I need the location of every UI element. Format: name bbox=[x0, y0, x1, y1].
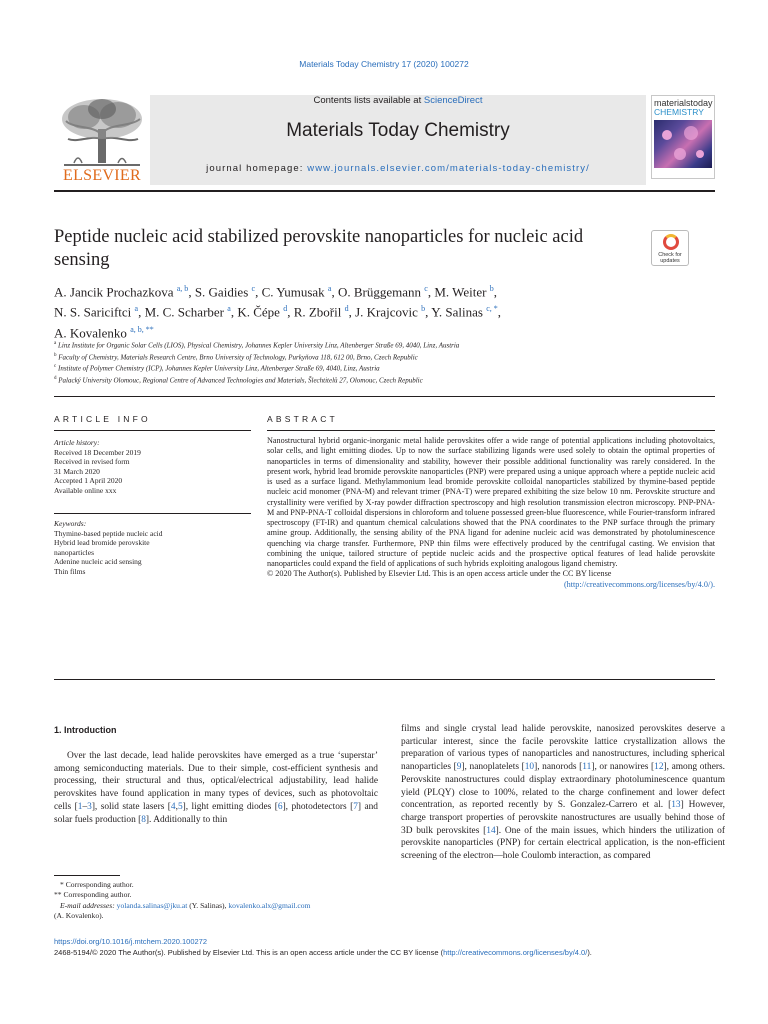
doi-link[interactable]: https://doi.org/10.1016/j.mtchem.2020.100272 bbox=[54, 937, 208, 946]
journal-banner bbox=[150, 95, 646, 185]
affiliation-divider bbox=[54, 396, 715, 397]
elsevier-wordmark: ELSEVIER bbox=[63, 167, 141, 184]
issn-text: 2468-5194/© 2020 The Author(s). Published by Elsevier Ltd. This is an open access article under the CC BY license ( bbox=[54, 948, 444, 957]
author-separator: , bbox=[230, 304, 238, 320]
journal-header bbox=[54, 95, 715, 185]
author-affiliation-marker[interactable]: a, b bbox=[176, 284, 189, 293]
contents-line bbox=[150, 95, 646, 106]
keywords-label: Keywords: bbox=[54, 519, 87, 528]
affiliation-text: Faculty of Chemistry, Materials Research Centre, Brno University of Technology, Purkyňova 118, 612 00, Brno, Czech Republic bbox=[58, 352, 418, 361]
body-text: ]. One of the main issues, which hinders the utilization of perovskite nanoparticles (PNP) for certain electrical application, is the non-efficient screening of the electron—hole Coulomb interaction, as compared bbox=[401, 825, 725, 862]
citation-link[interactable]: 13 bbox=[671, 800, 681, 811]
body-text: ] However, charge transport properties of perovskite nanostructures are usually behind those of 3D bulk perovskites [ bbox=[401, 800, 725, 836]
contents-prefix: Contents lists available at bbox=[313, 95, 424, 106]
introduction-heading: 1. Introduction bbox=[54, 725, 117, 735]
keyword-item: Thin films bbox=[54, 566, 86, 576]
author-name: M. Weiter bbox=[434, 284, 487, 300]
author-name: O. Brüggemann bbox=[337, 284, 422, 300]
author-name: R. Zbořil bbox=[293, 304, 342, 320]
affiliation-text: Palacký University Olomouc, Regional Centre of Advanced Technologies and Materials, Šlechtitelů 27, Olomouc, Czech Republic bbox=[58, 375, 423, 384]
journal-citation[interactable]: Materials Today Chemistry 17 (2020) 100272 bbox=[299, 59, 469, 69]
author-name: C. Yumusak bbox=[261, 284, 325, 300]
abstract-text: Nanostructural hybrid organic-inorganic metal halide perovskites offer a wide range of potential applications including photovoltaics, solar cells, and light emitting diodes. Up to now the surface stabilizing ligands were used solely to obtain the optimal properties of nanoparticles in terms of dimensionality and stability, however their possible additional functionality was rarely considered. In the present work, hybrid lead bromide perovskite nanoparticles (PNP) were prepared using a unique approach where a peptide nucleic acid is used as a surface ligand. Methylammonium lead bromide perovskite colloidal nanoparticles stabilized by thymine-based peptide nucleic acid monomer (PNA-M) and relevant trimer (PNA-T) were prepared exhibiting the size below 10 nm. Perovskite structure and crystallinity were verified by X-ray powder diffraction spectroscopy and high resolution transmission electron microscopy. PNP-PNA-M and PNP-PNA-T colloidal dispersions in chloroform and toluene possessed green-blue fluorescence, while Fourier-transform infrared spectroscopy (FT-IR) and quantum chemical calculations showed that the PNA coordinates to the PNP surface through the primary amine group. Additionally, the sensing ability of the PNA ligand for adenine nucleic acid was demonstrated by photoluminescence quenching via charge transfer. Furthermore, PNP thin films were effectively produced by the centrifugal casting. We envision that combining the unique, tailored structure of peptide nucleic acids and the prospective optical features of lead halide perovskite nanoparticles could expand the field of applications of such hybrids exploiting analogous ligand chemistry. bbox=[267, 436, 715, 568]
email-line bbox=[54, 901, 384, 911]
body-text: ], photodetectors [ bbox=[282, 801, 354, 812]
author-affiliation-marker[interactable]: b bbox=[421, 304, 426, 314]
affiliation-item bbox=[54, 374, 704, 386]
body-text: ], among others. Perovskite nanostructures could display extraordinary photoluminescence quantum yield (PLQY) close to 100%, related to the charge confinement and lower defect concentration, as reported recently by S. Gonzalez-Carrero et al. [ bbox=[401, 762, 725, 811]
keywords bbox=[54, 519, 251, 577]
body-text: ], or nanowires [ bbox=[591, 762, 655, 773]
history-label: Article history: bbox=[54, 438, 100, 447]
author-name: K. Čépe bbox=[237, 304, 280, 320]
article-history bbox=[54, 438, 251, 496]
author-separator: , bbox=[497, 304, 502, 320]
header-divider bbox=[54, 190, 715, 192]
affiliation-key: d bbox=[54, 375, 57, 381]
cover-art-image bbox=[654, 120, 712, 168]
keyword-item: Thymine-based peptide nucleic acid bbox=[54, 528, 163, 538]
intro-paragraph-right bbox=[401, 723, 725, 863]
issn-suffix: ). bbox=[587, 948, 592, 957]
author-affiliation-marker[interactable]: b bbox=[489, 284, 494, 293]
keyword-item: nanoparticles bbox=[54, 547, 94, 557]
affiliation-key: a bbox=[54, 341, 57, 346]
author-separator: , bbox=[138, 304, 145, 320]
history-item: Received 18 December 2019 bbox=[54, 447, 141, 457]
footnote-divider bbox=[54, 875, 120, 876]
body-text: Over the last decade, lead halide perovskites have emerged as a true ‘superstar’ among semiconducting materials. Due to their simple, cost-efficient synthesis and processing, their structural and thus, optical/electrical adjustability, lead halide perovskites have found application in many types of devices, such as photovoltaic cells [ bbox=[54, 751, 378, 812]
author-separator: , bbox=[427, 284, 435, 300]
corresponding-author-1: * Corresponding author. bbox=[60, 880, 134, 889]
abstract-heading: ABSTRACT bbox=[267, 414, 338, 424]
author-list bbox=[54, 280, 654, 341]
keyword-item: Adenine nucleic acid sensing bbox=[54, 557, 142, 567]
affiliation-key: b bbox=[54, 352, 57, 358]
email-label: E-mail addresses: bbox=[60, 900, 117, 910]
crossmark-label: Check for updates bbox=[658, 252, 682, 264]
author-affiliation-marker[interactable]: c bbox=[424, 284, 428, 293]
author-affiliation-marker[interactable]: d bbox=[283, 304, 288, 314]
body-text: ], nanorods [ bbox=[534, 762, 583, 773]
author-affiliation-marker[interactable]: c bbox=[251, 284, 256, 293]
author-name: N. S. Sariciftci bbox=[54, 304, 132, 320]
citation-link[interactable]: 1 bbox=[77, 801, 83, 812]
history-item: Available online xxx bbox=[54, 485, 117, 495]
email-link-kovalenko[interactable]: kovalenko.alx@gmail.com bbox=[228, 900, 311, 910]
citation-link[interactable]: 3 bbox=[87, 801, 92, 812]
check-for-updates-badge[interactable] bbox=[651, 230, 689, 266]
history-item: Accepted 1 April 2020 bbox=[54, 476, 123, 486]
author-name: Y. Salinas bbox=[431, 304, 483, 320]
abstract-body bbox=[267, 436, 715, 590]
affiliation-text: Linz Institute for Organic Solar Cells (LIOS), Physical Chemistry, Johannes Kepler University Linz, Altenberger Straße 69, 4040, Linz, Austria bbox=[57, 341, 460, 350]
author-separator: , bbox=[331, 284, 338, 300]
abstract-bottom-divider bbox=[54, 679, 715, 680]
journal-cover-thumbnail[interactable] bbox=[651, 95, 715, 179]
author-affiliation-marker[interactable]: d bbox=[344, 304, 349, 314]
affiliation-list bbox=[54, 339, 704, 385]
corresponding-author-2: ** Corresponding author. bbox=[54, 890, 132, 900]
footnotes bbox=[54, 880, 384, 921]
author-affiliation-marker[interactable]: c, * bbox=[486, 304, 498, 314]
affiliation-key: c bbox=[54, 364, 57, 370]
email-owner-salinas: (Y. Salinas), bbox=[187, 900, 229, 910]
history-item: 31 March 2020 bbox=[54, 466, 100, 476]
author-affiliation-marker[interactable]: a, b, ** bbox=[130, 324, 154, 334]
journal-title: Materials Today Chemistry bbox=[286, 120, 510, 141]
article-info-divider bbox=[54, 430, 251, 431]
abstract-divider bbox=[267, 430, 715, 431]
issn-license-link[interactable]: http://creativecommons.org/licenses/by/4.0/ bbox=[443, 948, 588, 957]
keyword-item: Hybrid lead bromide perovskite bbox=[54, 538, 150, 548]
issn-line bbox=[54, 948, 754, 957]
citation-link[interactable]: 4 bbox=[170, 801, 176, 812]
author-separator: , bbox=[425, 304, 432, 320]
author-name: M. C. Scharber bbox=[144, 304, 225, 320]
article-info-heading: ARTICLE INFO bbox=[54, 414, 151, 424]
author-name: J. Krajcovic bbox=[355, 304, 418, 320]
elsevier-tree-icon bbox=[54, 95, 150, 169]
affiliation-item bbox=[54, 362, 704, 374]
body-text: – bbox=[82, 801, 88, 812]
body-text: ], solid state lasers [ bbox=[91, 801, 171, 812]
citation-link[interactable]: 12 bbox=[654, 762, 664, 773]
citation-link[interactable]: 8 bbox=[141, 814, 146, 825]
author-affiliation-marker[interactable]: a bbox=[327, 284, 332, 293]
cover-subtitle: CHEMISTRY bbox=[654, 107, 704, 117]
citation-link[interactable]: 10 bbox=[524, 762, 535, 773]
citation-link[interactable]: 5 bbox=[177, 801, 183, 812]
license-link[interactable]: (http://creativecommons.org/licenses/by/4.0/). bbox=[563, 579, 715, 589]
elsevier-logo[interactable] bbox=[54, 95, 150, 185]
citation-link[interactable]: 11 bbox=[582, 762, 592, 773]
cover-title: materialstoday bbox=[654, 98, 713, 108]
citation-link[interactable]: 7 bbox=[353, 801, 358, 812]
author-name: S. Gaidies bbox=[194, 284, 249, 300]
homepage-prefix: journal homepage: bbox=[206, 163, 308, 174]
author-affiliation-marker[interactable]: a bbox=[134, 304, 139, 314]
article-title: Peptide nucleic acid stabilized perovskite nanoparticles for nucleic acid sensing bbox=[54, 227, 584, 270]
email-link-salinas[interactable]: yolanda.salinas@jku.at bbox=[116, 900, 188, 910]
history-item: Received in revised form bbox=[54, 457, 130, 467]
body-text: ]. Additionally to thin bbox=[145, 814, 228, 825]
crossmark-icon bbox=[663, 234, 679, 250]
citation-link[interactable]: 9 bbox=[456, 762, 462, 773]
author-separator: , bbox=[188, 284, 195, 300]
citation-link[interactable]: 14 bbox=[486, 825, 496, 836]
email-owner-kovalenko: (A. Kovalenko). bbox=[54, 910, 104, 920]
intro-paragraph-left bbox=[54, 750, 378, 826]
sciencedirect-link[interactable]: ScienceDirect bbox=[423, 95, 483, 106]
author-separator: , bbox=[348, 304, 356, 320]
body-text: ], light emitting diodes [ bbox=[182, 801, 278, 812]
affiliation-text: Institute of Polymer Chemistry (ICP), Johannes Kepler University Linz, Altenberger Straße 69, 4040, Linz, Austria bbox=[57, 364, 380, 373]
body-text: films and single crystal lead halide perovskite, nanosized perovskites deserve a particular interest, since the facile perovskite lattice crystallization allows the preparation of various types of nanoparticles and nanostructures, including spherical nanoparticles [ bbox=[401, 724, 725, 773]
author-affiliation-marker[interactable]: a bbox=[227, 304, 231, 314]
homepage-line bbox=[150, 163, 646, 174]
author-separator: , bbox=[493, 284, 497, 300]
author-name: A. Jancik Prochazkova bbox=[54, 284, 174, 300]
body-text: , bbox=[175, 801, 178, 812]
author-separator: , bbox=[255, 284, 262, 300]
affiliation-item bbox=[54, 351, 704, 363]
license-statement: © 2020 The Author(s). Published by Elsevier Ltd. This is an open access article under the CC BY license bbox=[267, 569, 612, 579]
author-separator: , bbox=[287, 304, 294, 320]
keywords-divider bbox=[54, 513, 251, 514]
body-text: ] and solar fuels production [ bbox=[54, 801, 378, 825]
citation-link[interactable]: 6 bbox=[277, 801, 283, 812]
body-text: ], nanoplatelets [ bbox=[461, 762, 525, 773]
affiliation-item bbox=[54, 339, 704, 351]
journal-homepage-link[interactable]: www.journals.elsevier.com/materials-today-chemistry/ bbox=[307, 163, 590, 174]
author-name: A. Kovalenko bbox=[54, 324, 127, 340]
